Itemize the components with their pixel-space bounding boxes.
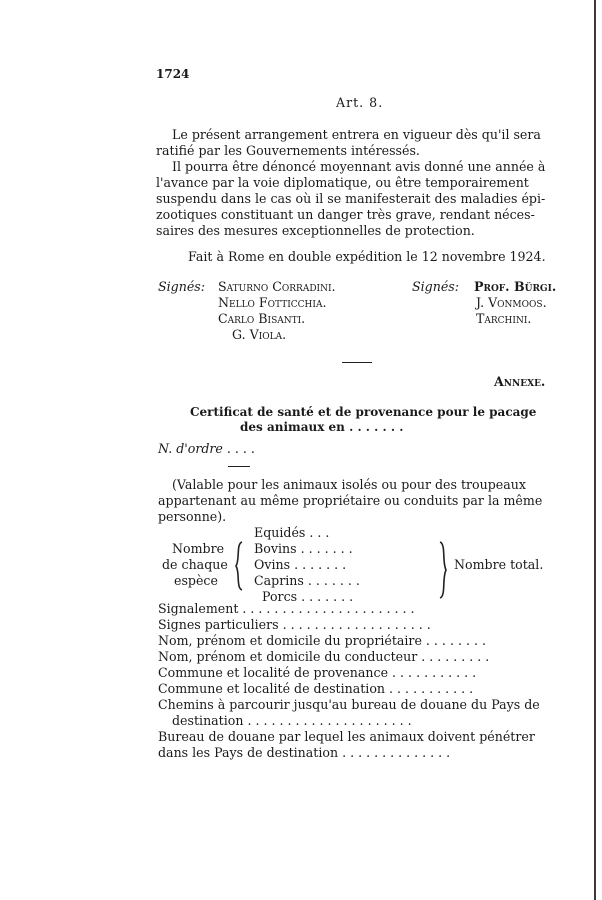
count-label-line: de chaque	[162, 557, 228, 572]
count-label-line: Nombre	[172, 541, 225, 556]
small-divider	[228, 466, 250, 467]
validity-line: (Valable pour les animaux isolés ou pour des troupeaux	[172, 477, 526, 492]
species-item: Caprins . . . . . . .	[254, 573, 360, 588]
customs-line2: dans les Pays de destination . . . . . . . . . . . . . .	[158, 745, 451, 760]
order-number-field: N. d'ordre . . . .	[158, 441, 255, 456]
form-field: Signes particuliers . . . . . . . . . . . . . . . . . . .	[158, 617, 431, 632]
article-line: zootiques constituant un danger très grave, rendant néces-	[156, 207, 535, 222]
article-title: Art. 8.	[336, 95, 384, 110]
customs-line1: Bureau de douane par lequel les animaux doivent pénétrer	[158, 729, 535, 744]
page-edge-shadow	[594, 0, 596, 900]
done-line: Fait à Rome en double expédition le 12 novembre 1924.	[188, 249, 546, 264]
left-brace	[232, 540, 246, 592]
form-field: Commune et localité de destination . . . . . . . . . . .	[158, 681, 474, 696]
right-brace	[436, 540, 450, 600]
signatory-name: G. Viola.	[232, 327, 287, 342]
annex-label: Annexe.	[494, 374, 546, 389]
signatory-name: J. Vonmoos.	[476, 295, 547, 310]
section-divider	[342, 362, 372, 363]
form-field: Nom, prénom et domicile du conducteur . . . . . . . . .	[158, 649, 490, 664]
signatory-name: Nello Fotticchia.	[218, 295, 327, 310]
signatory-name: Prof. Bürgi.	[474, 279, 557, 294]
species-item: Ovins . . . . . . .	[254, 557, 347, 572]
article-line: saires des mesures exceptionnelles de protection.	[156, 223, 475, 238]
validity-line: appartenant au même propriétaire ou conduits par la même	[158, 493, 543, 508]
form-field: Signalement . . . . . . . . . . . . . . . . . . . . . .	[158, 601, 415, 616]
article-line: ratifié par les Gouvernements intéressés.	[156, 143, 420, 158]
form-field: Nom, prénom et domicile du propriétaire . . . . . . . .	[158, 633, 486, 648]
signatures-left-label: Signés:	[158, 279, 205, 294]
count-label-line: espèce	[174, 573, 218, 588]
annex-heading-line2: des animaux en . . . . . . .	[240, 420, 404, 434]
total-count-label: Nombre total.	[454, 557, 544, 572]
form-field: Commune et localité de provenance . . . . . . . . . . .	[158, 665, 477, 680]
article-line: Le présent arrangement entrera en vigueur dès qu'il sera	[172, 127, 541, 142]
article-line: suspendu dans le cas où il se manifesterait des maladies épi-	[156, 191, 546, 206]
annex-heading-line1: Certificat de santé et de provenance pour le pacage	[190, 405, 537, 419]
signatory-name: Saturno Corradini.	[218, 279, 336, 294]
signatory-name: Tarchini.	[476, 311, 532, 326]
signatures-right-label: Signés:	[412, 279, 459, 294]
route-line2: destination . . . . . . . . . . . . . . . . . . . . .	[172, 713, 412, 728]
route-line1: Chemins à parcourir jusqu'au bureau de douane du Pays de	[158, 697, 540, 712]
page-number: 1724	[156, 67, 190, 81]
article-line: l'avance par la voie diplomatique, ou être temporairement	[156, 175, 529, 190]
species-item: Porcs . . . . . . .	[262, 589, 354, 604]
article-line: Il pourra être dénoncé moyennant avis donné une année à	[172, 159, 546, 174]
species-item: Equidés . . .	[254, 525, 330, 540]
species-item: Bovins . . . . . . .	[254, 541, 353, 556]
validity-line: personne).	[158, 509, 227, 524]
signatory-name: Carlo Bisanti.	[218, 311, 306, 326]
